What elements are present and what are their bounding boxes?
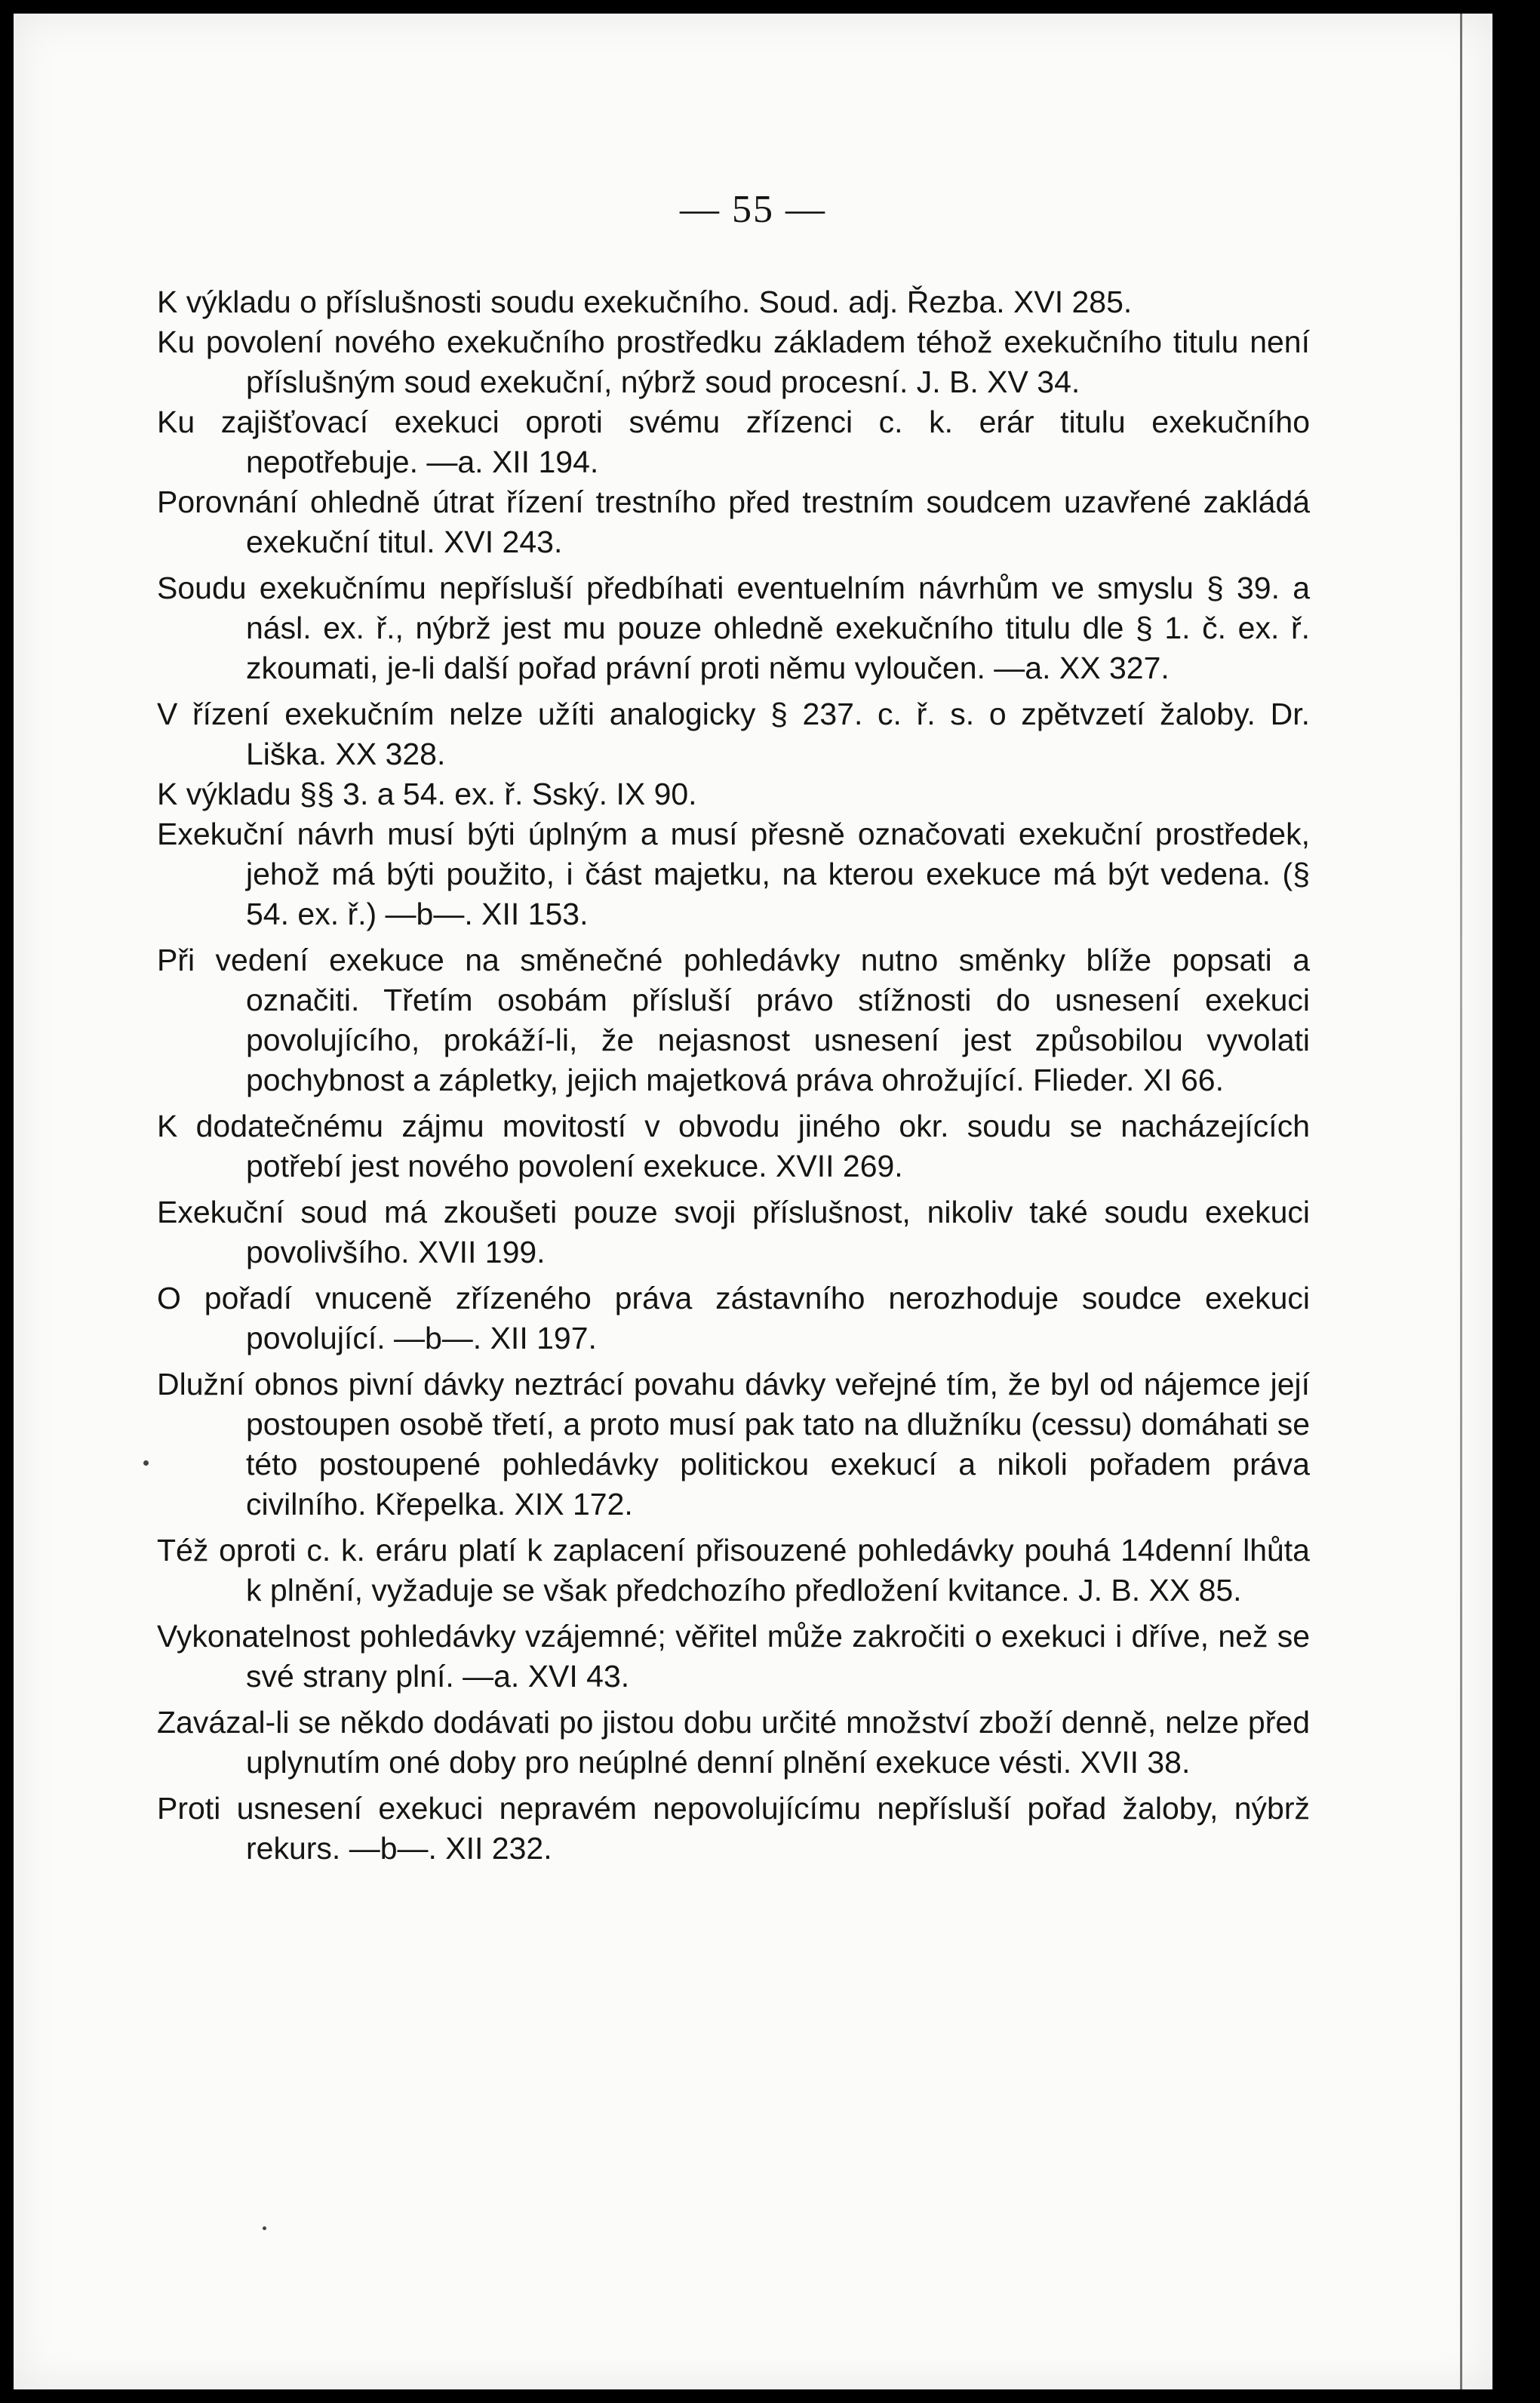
page-number: — 55 —	[680, 188, 826, 231]
print-speck	[143, 1460, 149, 1466]
entry-17: Proti usnesení exekuci nepravém nepovolujícímu nepřísluší pořad žaloby, nýbrž rekurs. —b—. XII 232.	[157, 1791, 1310, 1866]
entry-1: K výkladu o příslušnosti soudu exekučního. Soud. adj. Řezba. XVI 285.	[157, 285, 1133, 319]
book-page	[14, 14, 1492, 2389]
entry-13: Dlužní obnos pivní dávky neztrácí povahu dávky veřejné tím, že byl od nájemce její postoupen osobě třetí, a proto musí pak tato na dlužníku (cessu) domáhati se této postoupené pohledávky politickou exekucí a nikoli pořadem práva civilního. Křepelka. XIX 172.	[157, 1367, 1310, 1521]
page-edge-shadow	[1460, 14, 1462, 2389]
entry-14: Též oproti c. k. eráru platí k zaplacení přisouzené pohledávky pouhá 14denní lhůta k plnění, vyžaduje se však předchozího předložení kvitance. J. B. XX 85.	[157, 1533, 1310, 1608]
entry-7: K výkladu §§ 3. a 54. ex. ř. Sský. IX 90.	[157, 777, 697, 811]
entry-4: Porovnání ohledně útrat řízení trestního před trestním soudcem uzavřené zakládá exekuční titul. XVI 243.	[157, 485, 1310, 559]
entry-5: Soudu exekučnímu nepřísluší předbíhati eventuelním návrhům ve smyslu § 39. a násl. ex. ř., nýbrž jest mu pouze ohledně exekučního titulu dle § 1. č. ex. ř. zkoumati, je-li další pořad právní proti němu vyloučen. —a. XX 327.	[157, 571, 1310, 685]
entry-12: O pořadí vnuceně zřízeného práva zástavního nerozhoduje soudce exekuci povolující. —b—. XII 197.	[157, 1281, 1310, 1355]
entry-9: Při vedení exekuce na směnečné pohledávky nutno směnky blíže popsati a označiti. Třetím osobám přísluší právo stížnosti do usnesení exekuci povolujícího, prokáží-li, že nejasnost usnesení jest způsobilou vyvolati pochybnost a zápletky, jejich majetková práva ohrožující. Flieder. XI 66.	[157, 943, 1310, 1097]
page-text	[157, 282, 1310, 1875]
entry-16: Zavázal-li se někdo dodávati po jistou dobu určité množství zboží denně, nelze před uplynutím oné doby pro neúplné denní plnění exekuce vésti. XVII 38.	[157, 1705, 1310, 1780]
print-speck	[263, 2226, 266, 2230]
entry-10: K dodatečnému zájmu movitostí v obvodu jiného okr. soudu se nacházejících potřebí jest nového povolení exekuce. XVII 269.	[157, 1109, 1310, 1183]
entry-11: Exekuční soud má zkoušeti pouze svoji příslušnost, nikoliv také soudu exekuci povolivšího. XVII 199.	[157, 1195, 1310, 1269]
entry-15: Vykonatelnost pohledávky vzájemné; věřitel může zakročiti o exekuci i dříve, než se své strany plní. —a. XVI 43.	[157, 1619, 1310, 1694]
entry-2: Ku povolení nového exekučního prostředku základem téhož exekučního titulu není příslušným soud exekuční, nýbrž soud procesní. J. B. XV 34.	[157, 325, 1310, 399]
entry-6: V řízení exekučním nelze užíti analogicky § 237. c. ř. s. o zpětvzetí žaloby. Dr. Liška. XX 328.	[157, 697, 1310, 771]
entry-3: Ku zajišťovací exekuci oproti svému zřízenci c. k. erár titulu exekučního nepotřebuje. —a. XII 194.	[157, 405, 1310, 479]
entry-8: Exekuční návrh musí býti úplným a musí přesně označovati exekuční prostředek, jehož má býti použito, i část majetku, na kterou exekuce má být vedena. (§ 54. ex. ř.) —b—. XII 153.	[157, 817, 1310, 931]
